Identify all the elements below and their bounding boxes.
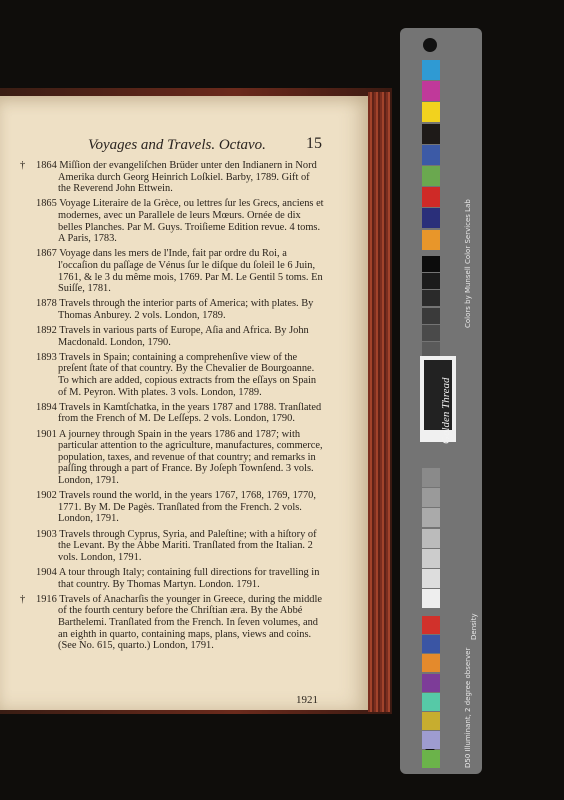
page-number: 15	[306, 135, 322, 152]
catalog-entry	[6, 567, 324, 590]
color-swatch	[422, 569, 440, 588]
entry-number: 1903	[36, 528, 57, 540]
color-swatch	[422, 635, 440, 653]
running-header: Voyages and Travels. Octavo.	[88, 137, 266, 153]
entry-text: Travels through Cyprus, Syria, and Paleſtine; with a hiſtory of the Levant. By the Abbe Mariti. Tranſlated from the Italian. 2 vols. London, 1791.	[58, 528, 317, 563]
catchword: 1921	[296, 694, 318, 706]
entry-number: 1902	[36, 490, 57, 502]
entry-text: Voyage dans les mers de l'Inde, fait par ordre du Roi, a l'occaſion du paſſage de Vénus ſur le diſque du ſoleil le 6 Juin, 1761, & le 3 du même mois, 1769. Par M. Le Gentil 5 toms. En Suiſſe, 1781.	[58, 248, 323, 295]
entry-number: 1865	[36, 198, 57, 210]
entry-text: Voyage Literaire de la Grèce, ou lettres ſur les Grecs, anciens et modernes, avec un Parallele de leurs Mœurs. Ornée de dix belles Planches. Par M. Guys. Troiſieme Edition revue. 4 toms. A Paris, 1783.	[58, 198, 324, 245]
entry-text: Travels of Anacharſis the younger in Greece, during the middle of the fourth century before the Chriſtian æra. By the Abbé Barthelemi. Tranſlated from the French. In ſeven volumes, and an eighth in quarto, containing maps, plans, views and coins. (See No. 615, quarto.) London, 1791.	[58, 593, 322, 652]
dagger-mark: †	[20, 593, 26, 605]
color-swatch	[422, 187, 440, 207]
illuminant-label: D50 Illuminant, 2 degree observer	[464, 647, 472, 768]
entry-number: 1901	[36, 428, 57, 440]
catalog-entry	[6, 198, 324, 244]
catalog-entry	[6, 248, 324, 294]
color-swatch	[422, 488, 440, 507]
color-swatch	[422, 273, 440, 289]
color-swatch	[422, 325, 440, 341]
entry-number: 1892	[36, 325, 57, 337]
entry-text: Travels round the world, in the years 1767, 1768, 1769, 1770, 1771. By M. De Pagès. Tranſlated from the French. 2 vols. London, 1791.	[58, 490, 316, 525]
catalog-entry	[6, 490, 324, 525]
color-swatch	[422, 731, 440, 749]
dagger-mark: †	[20, 160, 26, 171]
color-swatch	[422, 549, 440, 568]
density-label: Density	[470, 613, 478, 640]
entry-number: 1867	[36, 248, 57, 260]
color-swatch	[422, 166, 440, 186]
punch-hole	[423, 38, 437, 52]
color-swatch	[422, 693, 440, 711]
entry-number: 1878	[36, 298, 57, 310]
munsell-label: Colors by Munsell Color Services Lab	[464, 199, 472, 328]
gray-swatch-column-lower	[422, 468, 440, 609]
color-swatch	[422, 750, 440, 768]
color-swatch	[422, 508, 440, 527]
entry-text: Travels in various parts of Europe, Aſia and Africa. By John Macdonald. London, 1790.	[58, 325, 309, 348]
entry-number: 1893	[36, 351, 57, 363]
catalog-entry	[6, 529, 324, 564]
entry-number: 1894	[36, 401, 57, 413]
color-swatch	[422, 589, 440, 608]
color-swatch	[422, 124, 440, 144]
color-swatch	[422, 616, 440, 634]
entry-text: A tour through Italy; containing full directions for travelling in that country. By Thomas Martyn. London. 1791.	[58, 566, 320, 590]
entry-number: 1864	[36, 160, 57, 171]
color-swatch	[422, 654, 440, 672]
color-swatch	[422, 81, 440, 101]
entry-text: Travels through the interior parts of America; with plates. By Thomas Anburey. 2 vols. London, 1789.	[58, 298, 314, 321]
color-swatch	[422, 468, 440, 487]
catalog-entry	[6, 160, 324, 195]
color-swatch	[422, 712, 440, 730]
catalog-entries	[6, 160, 324, 655]
color-swatch	[422, 308, 440, 324]
entry-number: 1904	[36, 566, 57, 578]
color-swatch	[422, 674, 440, 692]
color-swatch	[422, 529, 440, 548]
catalog-entry	[6, 594, 324, 652]
color-swatch	[422, 145, 440, 165]
color-swatch-column-lower	[422, 616, 440, 770]
color-swatch	[422, 60, 440, 80]
color-swatch	[422, 256, 440, 272]
page-edge	[368, 92, 390, 712]
color-swatch	[422, 208, 440, 228]
entry-number: 1916	[36, 593, 57, 605]
catalog-entry	[6, 402, 324, 425]
color-swatch	[422, 102, 440, 122]
color-swatch	[422, 290, 440, 306]
catalog-entry	[6, 429, 324, 487]
golden-thread-logo-text: Golden Thread	[440, 377, 452, 444]
color-swatch-column	[422, 60, 440, 251]
entry-text: A journey through Spain in the years 1786 and 1787; with particular attention to the agriculture, manufactures, commerce, population, taxes, and revenue of that country; and remarks in paſſing through a part of France. By Joſeph Townſend. 3 vols. London, 1791.	[58, 428, 323, 486]
catalog-entry	[6, 298, 324, 321]
entry-text: Travels in Spain; containing a comprehenſive view of the preſent ſtate of that country. By the Chevalier de Bourgoanne. To which are added, copious extracts from the eſſays on Spain of M. Peyron. With plates. 3 vols. London, 1789.	[58, 351, 317, 398]
color-swatch	[422, 230, 440, 250]
catalog-entry	[6, 325, 324, 348]
catalog-entry	[6, 352, 324, 398]
entry-text: Travels in Kamtſchatka, in the years 1787 and 1788. Tranſlated from the French of M. De Leſſeps. 2 vols. London, 1790.	[58, 401, 322, 425]
entry-text: Miſſion der evangeliſchen Brüder unter den Indianern in Nord Amerika durch Georg Heinrich Loſkiel. Barby, 1789. Gift of the Reverend John Ettwein.	[58, 160, 317, 195]
